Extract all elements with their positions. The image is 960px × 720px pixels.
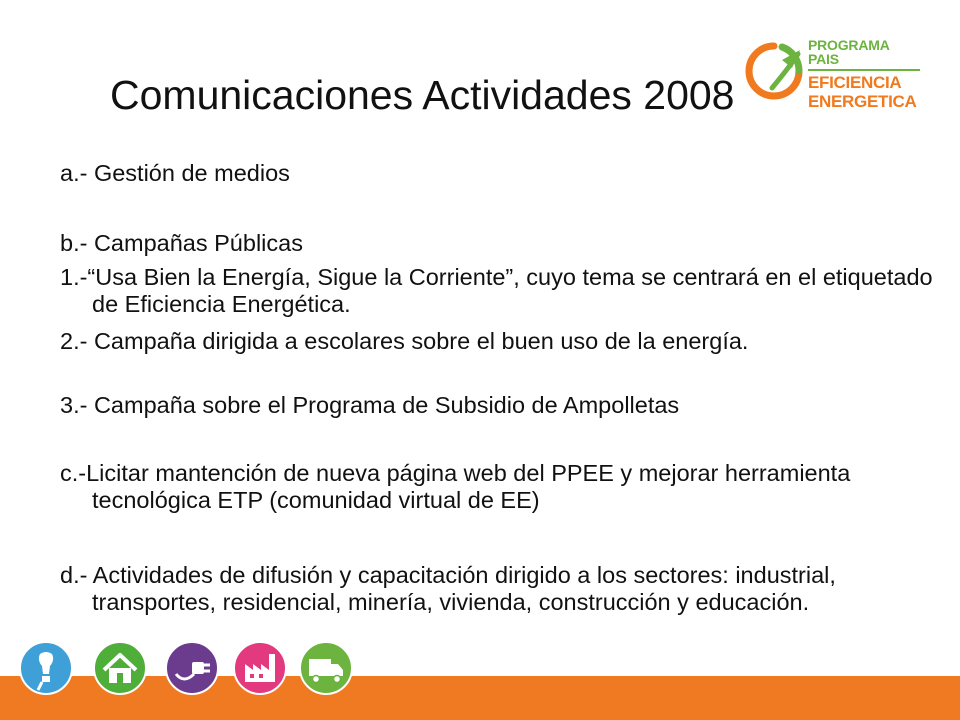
item-b-3: 3.- Campaña sobre el Programa de Subsidio de Ampolletas [60,392,680,418]
item-b-2: 2.- Campaña dirigida a escolares sobre el buen uso de la energía. [60,328,749,354]
item-a: a.- Gestión de medios [60,160,290,186]
slide-title: Comunicaciones Actividades 2008 [110,72,735,118]
logo-line-2: EFICIENCIA [808,73,902,92]
item-c: c.-Licitar mantención de nueva página web del PPEE y mejorar herramienta tecnológica ETP (comunidad virtual de EE) [60,460,851,513]
house-icon [92,640,148,696]
plug-icon [164,640,220,696]
truck-icon [298,640,354,696]
item-b: b.- Campañas Públicas [60,230,303,256]
lightbulb-icon [18,640,74,696]
item-b-1: 1.-“Usa Bien la Energía, Sigue la Corriente”, cuyo tema se centrará en el etiquetado de Eficiencia Energética. [60,264,933,317]
item-d: d.- Actividades de difusión y capacitación dirigido a los sectores: industrial, transportes, residencial, minería, vivienda, construcción y educación. [60,562,836,615]
factory-icon [232,640,288,696]
logo-line-1: PROGRAMA PAIS [808,37,890,67]
logo-swirl-icon [742,36,806,116]
logo-line-3: ENERGETICA [808,92,917,111]
sector-icons [0,640,960,700]
programa-pais-logo [742,36,922,116]
